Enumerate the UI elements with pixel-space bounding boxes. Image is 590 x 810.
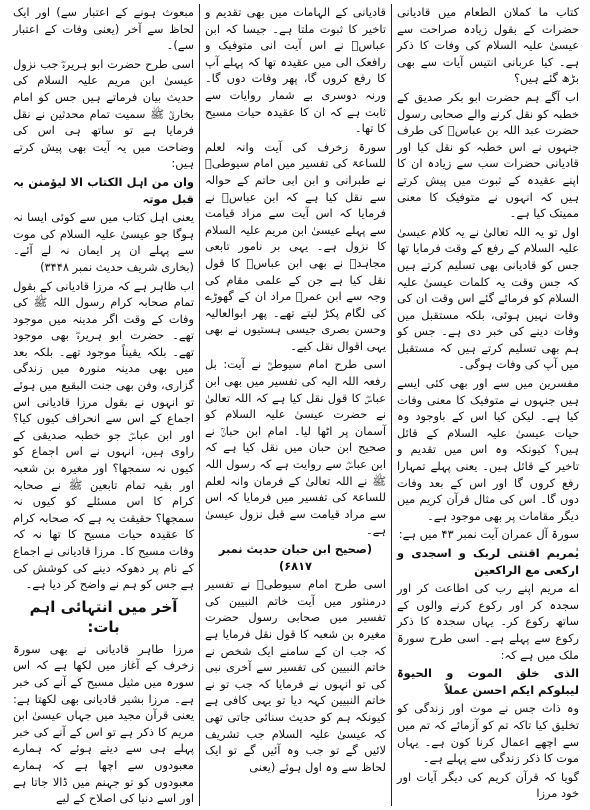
quranic-verse: وان من اہل الکتاب الا لیؤمنن بہ قبل موتہ xyxy=(13,174,194,206)
paragraph: مبعوث ہونے کے اعتبار سے) اور ایک لحاظ سے آخر (یعنی وفات کے اعتبار سے)۔ xyxy=(13,5,194,53)
paragraph: مفسرین میں سے اور بھی کئی ایسے ہیں جنہوں نے متوفیک کا معنی وفات کیا ہے۔ لیکن کیا اس کے باوجود وہ حیات عیسیٰ علیہ السلام کے قائل ہیں؟ کیونکہ وہ اس میں تقدیم و تاخیر کے قائل ہیں۔ یعنی پہلے تمہارا رفع کروں گا اور اس کے بعد وفات دوں گا۔ اس کی مثال قرآن کریم میں دیگر مقامات پر بھی موجود ہے۔ xyxy=(397,376,579,523)
paragraph: اے مریم اپنے رب کی اطاعت کر اور سجدہ کر اور رکوع کرنے والوں کے ساتھ رکوع کر۔ یہاں سجدہ کا ذکر رکوع سے پہلے ہے۔ اسی طرح سورۃ ملک میں ہے کہ: xyxy=(397,581,579,662)
paragraph: اسی طرح امام سیوطیؒ نے آیت: بل رفعہ اللہ الیہ کی تفسیر میں بھی ابن عباسؓ کا قول نقل کیا ہے کہ اللہ تعالیٰ نے حضرت عیسیٰ علیہ السلام کو آسمان پر اٹھا لیا۔ امام ابن حبانؒ نے صحیح ابن حبان میں نقل کیا ہے کہ ابن عباسؓ سے روایت ہے کہ رسول اللہ ﷺ نے اللہ تعالیٰ کے فرمان وانہ لعلم للساعۃ کی تفسیر میں فرمایا کہ اس سے مراد قیامت سے قبل نزول عیسیٰ ہے۔ xyxy=(205,357,386,538)
paragraph: اسی طرح امام سیوطیؒ نے تفسیر درمنثور میں آیت خاتم النبیین کی تفسیر میں صحابی رسول حضرت مغیرہ بن شعبہ کا قول نقل فرمایا ہے کہ جب ان کے سامنے ایک شخص نے خاتم النبیین کی تفسیر سے آخری نبی کی تو انہوں نے فرمایا کہ جب تو نے خاتم النبیین کہہ دیا تو یہی کافی ہے کیونکہ ہم کو حدیث سنائی جاتی تھی کہ عیسیٰ علیہ السلام جب تشریف لائیں گے تو جب وہ آئیں گے تو ایک لحاظ سے وہ اول ہوئے (یعنی xyxy=(205,577,386,774)
paragraph: قادیانی کے الہامات میں بھی تقدیم و تاخیر کا ثبوت ملتا ہے۔ جیسا کہ ابن عباسؓ نے اس آیت انی متوفیک و رافعک الی میں عقیدہ تھا کہ پہلے آپ کا رفع کروں گا، پھر وفات دوں گا۔ ورنہ دوسری بے شمار روایات سے ثابت ہے کہ ان کا عقیدہ حیات مسیح کا تھا۔ xyxy=(205,5,386,136)
quranic-verse: یٰمریم اقنتی لربک و اسجدی و ارکعی مع الراکعین xyxy=(397,546,579,577)
paragraph: سورۃ زخرف کی آیت وانہ لعلم للساعۃ کی تفسیر میں امام سیوطیؒ نے طبرانی و ابن ابی حاتم کے حوالہ سے نقل کیا ہے کہ ابن عباسؓ نے فرمایا کہ اس آیت سے مراد قیامت سے پہلے عیسیٰ ابن مریم علیہ السلام کا نزول ہے۔ یہی بر نامور تابعی مجاہدؒ نے بھی ابن عباسؓ کا قول نقل کیا ہے جن کے علمی مقام کی وجہ سے ابن عمرؓ مراد ان کے گھوڑے کی لگام پکڑ لیتے تھے۔ پھر ابوالعالیہ وحسن بصری جیسی ہستیوں نے بھی یہی اقوال نقل کیے۔ xyxy=(205,139,386,353)
paragraph: سورۃ آل عمران آیت نمبر ۴۳ میں ہے: xyxy=(398,527,579,542)
quranic-verse: الذی خلق الموت و الحیوۃ لیبلوکم ایکم احسن عملاً xyxy=(397,666,579,697)
section-heading: آخر میں انتہائی اہم بات: xyxy=(29,597,178,636)
paragraph: کتاب ما کملان الطعام میں قادیانی حضرات کے بقول زیادہ صراحت سے عیسیٰ علیہ السلام کی وفات کا ذکر ہے۔ کیا عربانی انتیس آیات سے بھی بڑھ گئے ہیں؟ xyxy=(397,5,579,86)
paragraph: یعنی اہل کتاب میں سے کوئی ایسا نہ ہوگا جو عیسیٰ علیہ السلام کی موت سے پہلے ان پر ایمان نہ لے آئے۔ (بخاری شریف حدیث نمبر ۳۴۴۸) xyxy=(13,210,194,274)
paragraph: گویا کہ قرآن کریم کی دیگر آیات اور خود مرزا xyxy=(397,769,579,801)
paragraph: وہ ذات جس نے موت اور زندگی کو تخلیق کیا تاکہ تم کو آزمائے کہ تم میں سے اچھے اعمال کرنا کون ہے۔ یہاں موت کا ذکر زندگی سے پہلے ہے۔ xyxy=(397,701,579,766)
paragraph: اسی طرح حضرت ابو ہریرہؓ جب نزول عیسیٰ ابن مریم علیہ السلام کی حدیث بیان فرماتے ہیں جس کو امام بخاریؒ ﷺ سمیت تمام محدثین نے نقل فرمایا ہے تو ساتھ ہی اس کی وضاحت میں یہ آیت بھی پیش کرتے ہیں: xyxy=(13,56,194,171)
paragraph: اب ظاہر ہے کہ مرزا قادیانی کے بقول تمام صحابہ کرام رسول اللہ ﷺ کی وفات کے وقت اگر مدینہ میں موجود تھے۔ حضرت ابو ہریرہؓ بھی موجود تھے۔ بلکہ یقیناً موجود تھے۔ بلکہ بعد میں بھی مدینہ منورہ میں زندگی گزاری، وفن بھی جنت البقیع میں ہوئے تو انہوں نے بقول مرزا قادیانی اس اجماع کے اس سے انحراف کیوں کیا؟ اور ابن عباسؓ جو خطبہ صدیقی کے راوی ہیں، انہوں نے اس اجماع کو کیوں نہ سمجھا؟ اور مغیرہ بن شعبہ اور بقیہ تمام تابعین ﷺ نے صحابہ کرام کا اس مسئلے کو کیوں نہ سمجھا؟ حقیقت یہ ہے کہ صحابہ کرام کا عقیدہ حیات مسیح کا تھا نہ کہ وفات مسیح کا۔ مرزا قادیانی نے اجماع کے نام پر دھوکہ دینے کی کوشش کی ہے جس کو ہم نے واضح کر دیا ہے۔ xyxy=(13,278,194,592)
paragraph: اب آگے ہم حضرت ابو بکر صدیق کے خطبہ کو نقل کرنے والے صحابی رسول حضرت عبد اللہ بن عباسؓ کی طرف جنہوں نے اس خطبہ کو نقل کیا اور قادیانی حضرات سب سے زیادہ ان کا اپنے عقیدہ کے ثبوت میں پیش کرتے ہیں کہ انہوں نے متوفیک کا معنی ممیتک کیا ہے۔ xyxy=(397,89,579,221)
paragraph: اول تو یہ اللہ تعالیٰ نے یہ کلام عیسیٰ علیہ السلام کے رفع کے وقت فرمایا تھا جس کو قادیانی بھی تسلیم کرتے ہیں کہ جس وقت یہ کلمات عیسیٰ علیہ السلام کو فرمائے گئے اس وقت ان کی وفات نہیں ہوئی، بلکہ مستقبل میں وفات دینے کی خبر دی ہے۔ جس کو ہم بھی تسلیم کرتے ہیں کہ مستقبل میں آپ کی وفات ہوگی۔ xyxy=(397,224,579,372)
column-left xyxy=(8,4,200,806)
column-middle xyxy=(200,4,392,806)
paragraph: مرزا طاہر قادیانی نے بھی سورۃ زخرف کے آغاز میں لکھا ہے کہ اس سورہ میں مثیل مسیح کے آنے کی خبر ہے۔ مرزا بشیر قادیانی بھی لکھتا ہے: یعنی قرآن مجید میں جہاں عیسیٰ ابن مریم کا ذکر ہے تو اس کے آنے کی خبر پہلے ہی سے دیتے ہوئے کہ ہمارے معبودوں سے اچھا ہے کہ ہمارے معبودوں کو تو جہنم میں ڈالا جاتا ہے اور اسے دنیا کی اصلاح کے لیے xyxy=(13,641,194,806)
hadith-reference: (صحیح ابن حبان حدیث نمبر ۶۸۱۷) xyxy=(218,542,373,573)
column-right xyxy=(392,4,584,806)
